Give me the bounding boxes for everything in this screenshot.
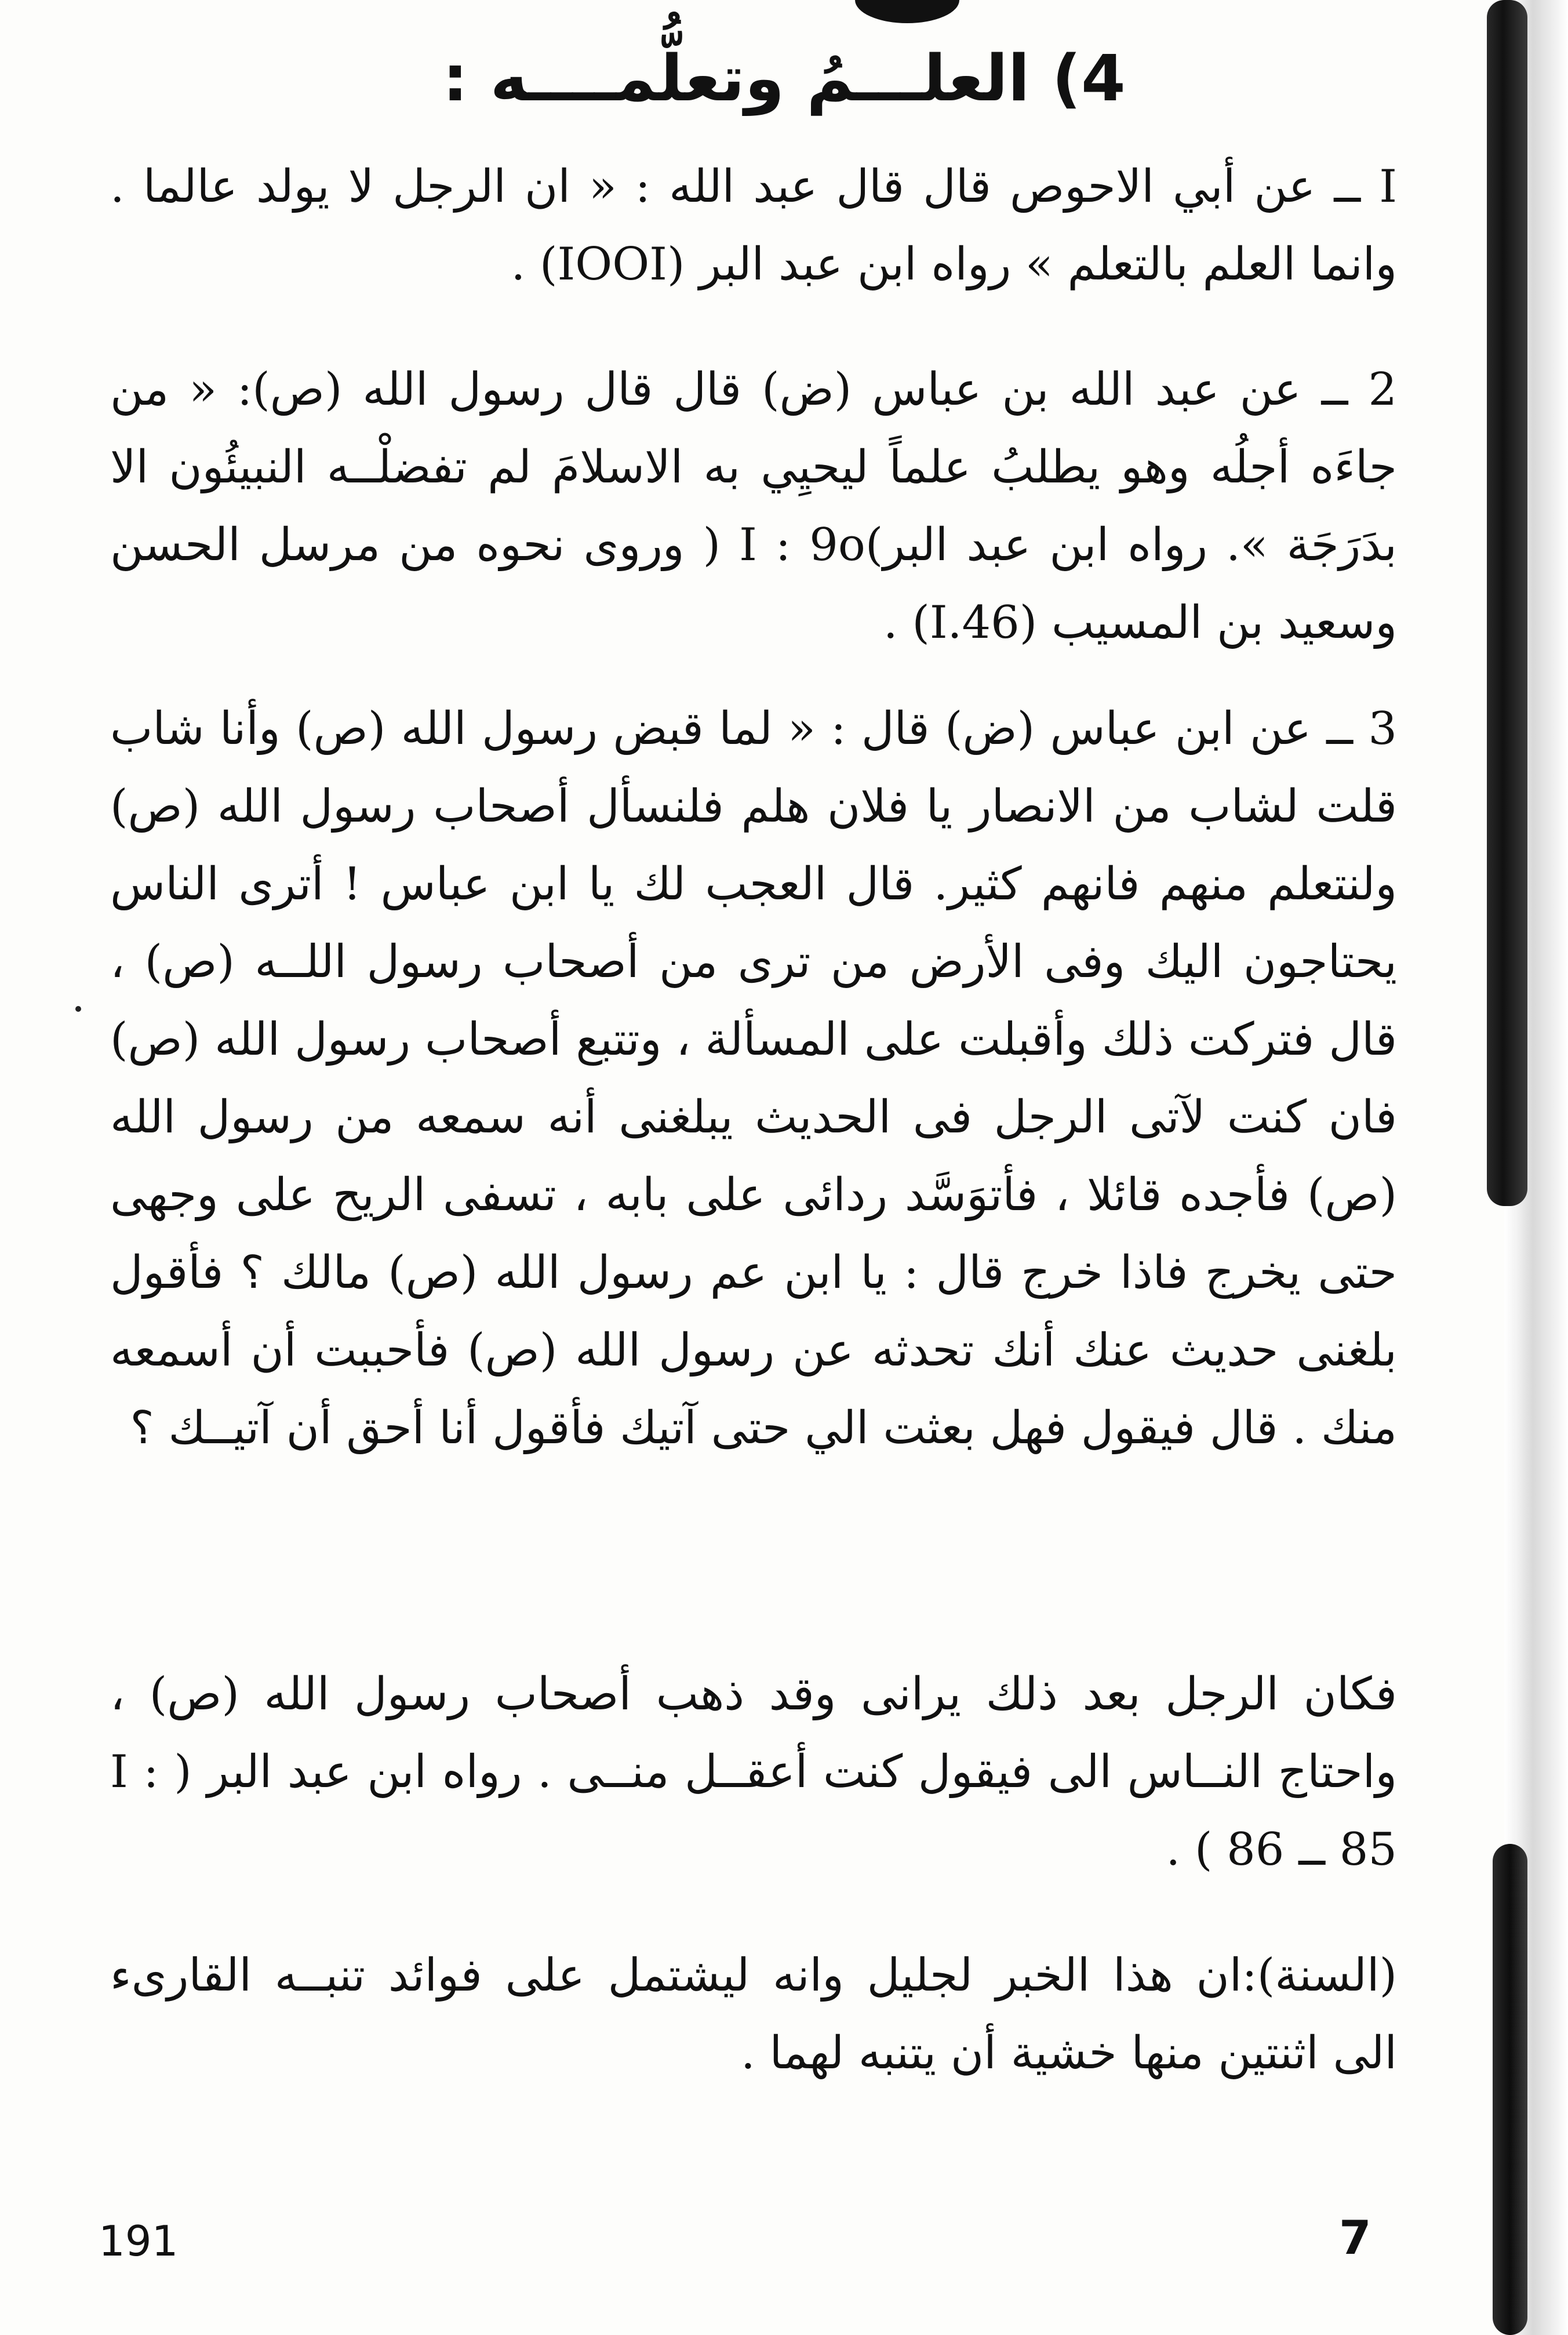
page-number-left: 191 [99, 2217, 179, 2265]
commentary-text: (السنة):ان هذا الخبر لجليل وانه ليشتمل على فوائد تنبــه القارىء الى اثنتين منها خشية أن يتنبه لهما . [110, 1949, 1397, 2079]
commentary-paragraph [110, 1937, 1397, 2092]
scan-speck [75, 1006, 81, 1012]
hadith-2-paragraph [110, 351, 1397, 662]
hadith-3-continuation-paragraph [110, 1655, 1397, 1889]
hadith-3-paragraph [110, 690, 1397, 1467]
scan-binding-mark-bottom [1493, 1844, 1527, 2335]
section-title: 4) العلـــمُ وتعلُّمــــه : [442, 41, 1126, 115]
hadith-3-text: 3 ــ عن ابن عباس (ض) قال : « لما قبض رسول الله (ص) وأنا شاب قلت لشاب من الانصار يا فلان هلم فلنسأل أصحاب رسول الله (ص) ولنتعلم منهم فانهم كثير. قال العجب لك يا ابن عباس ! أترى الناس يحتاجون اليك وفى الأرض من ترى من أصحاب رسول اللــه (ص) ، قال فتركت ذلك وأقبلت على المسألة ، وتتبع أصحاب رسول الله (ص) فان كنت لآتى الرجل فى الحديث يبلغنى أنه سمعه من رسول الله (ص) فأجده قائلا ، فأتوَسَّد ردائى على بابه ، تسفى الريح على وجهى حتى يخرج فاذا خرج قال : يا ابن عم رسول الله (ص) مالك ؟ فأقول بلغنى حديث عنك أنك تحدثه عن رسول الله (ص) فأحببت أن أسمعه منك . قال فيقول فهل بعثت الي حتى آتيك فأقول أنا أحق أن آتيــك ؟ [110, 703, 1398, 1454]
scan-binding-mark-top [1487, 0, 1527, 1206]
hadith-3-continuation-text: فكان الرجل بعد ذلك يرانى وقد ذهب أصحاب رسول الله (ص) ، واحتاج النــاس الى فيقول كنت أعقــل منــى . رواه ابن عبد البر ( I : 85 ــ 86 ) . [110, 1668, 1397, 1876]
page-number-right: 7 [1339, 2211, 1371, 2265]
hadith-2-text: 2 ــ عن عبد الله بن عباس (ض) قال قال رسول الله (ص): « من جاءَه أجلُه وهو يطلبُ علماً ليحيِي به الاسلامَ لم تفضلْــه النبيئُون الا بدَرَجَة ». رواه ابن عبد البر)I : 9o ( وروى نحوه من مرسل الحسن وسعيد بن المسيب (46.I) . [110, 364, 1397, 649]
hadith-1-paragraph [110, 148, 1397, 303]
hadith-1-text: I ــ عن أبي الاحوص قال قال عبد الله : « ان الرجل لا يولد عالما . وانما العلم بالتعلم » رواه ابن عبد البر (IOOI) . [110, 161, 1397, 290]
scan-ink-blot [855, 0, 959, 23]
